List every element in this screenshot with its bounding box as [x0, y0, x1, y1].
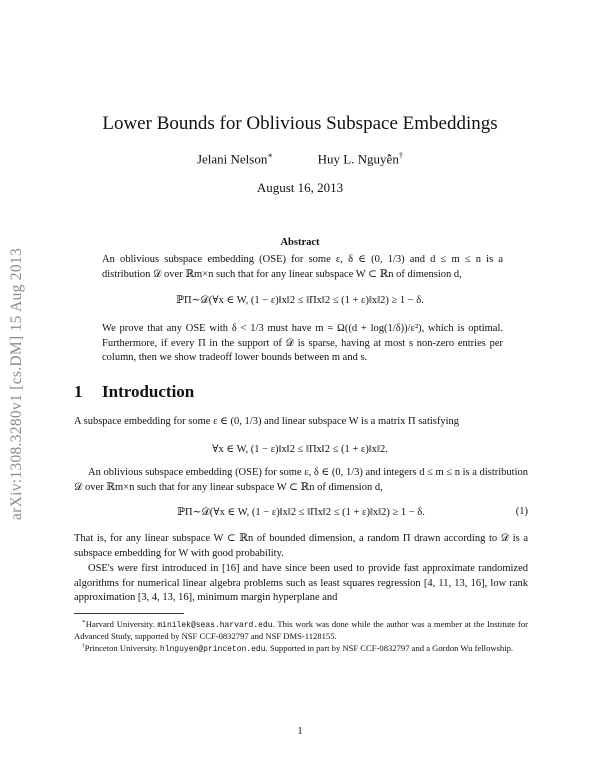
- abstract-heading: Abstract: [280, 237, 320, 248]
- author-footnote-mark: ∗: [267, 150, 274, 160]
- body-paragraph: An oblivious subspace embedding (OSE) for some ε, δ ∈ (0, 1/3) and integers d ≤ m ≤ n is a distribution 𝒟 over ℝm×n such that for any linear subspace W ⊂ ℝn of dimension d,: [74, 467, 528, 493]
- footnote-text: Princeton University.: [84, 642, 160, 653]
- page-number: 1: [297, 726, 303, 737]
- paper-date: August 16, 2013: [256, 180, 344, 195]
- body-paragraph: That is, for any linear subspace W ⊂ ℝn of bounded dimension, a random Π drawn according to 𝒟 is a subspace embedding for W with good probability.: [74, 533, 528, 559]
- author-footnote-mark: †: [398, 150, 404, 160]
- author-email[interactable]: minilek@seas.harvard.edu: [157, 620, 273, 630]
- ose-equation: [74, 506, 528, 519]
- footnote-harvard: [74, 617, 528, 643]
- arxiv-identifier: arXiv:1308.3280v1 [cs.DM] 15 Aug 2013: [8, 248, 25, 520]
- footnote-text: . This work was done while the author was a member at the Institute for Advanced Study, supported by NSF CCF-0832797 and NSF DMS-1128155.: [74, 618, 528, 642]
- footnote-mark: †: [82, 643, 85, 649]
- author-name: Jelani Nelson: [196, 151, 268, 167]
- section-number: 1: [74, 382, 83, 401]
- footnote-text: Harvard University.: [85, 618, 158, 629]
- abstract-paragraph: We prove that any OSE with δ < 1/3 must have m = Ω((d + log(1/δ))/ε²), which is optimal. Furthermore, if every Π in the support of 𝒟 is sparse, having at most s non-zero entries per column, then we show tradeoff lower bounds between m and s.: [102, 323, 503, 364]
- footnote-mark: ∗: [82, 619, 86, 625]
- section-heading: [74, 382, 194, 402]
- author-email[interactable]: hlnguyen@princeton.edu: [159, 644, 266, 654]
- author-list: [0, 150, 600, 167]
- footnote-divider: [74, 613, 184, 614]
- abstract-equation: ℙΠ∼𝒟(∀x ∈ W, (1 − ε)‖x‖2 ≤ ‖Πx‖2 ≤ (1 + ε)‖x‖2) ≥ 1 − δ.: [176, 295, 424, 306]
- abstract-paragraph: An oblivious subspace embedding (OSE) for some ε, δ ∈ (0, 1/3) and d ≤ m ≤ n is a distribution 𝒟 over ℝm×n such that for any linear subspace W ⊂ ℝn of dimension d,: [102, 254, 503, 280]
- equation-number: (1): [515, 506, 528, 517]
- footnote-text: . Supported in part by NSF CCF-0832797 and a Gordon Wu fellowship.: [265, 642, 514, 653]
- section-title: Introduction: [102, 382, 195, 401]
- author-name: Huy L. Nguyễn: [317, 151, 399, 167]
- paper-title: Lower Bounds for Oblivious Subspace Embeddings: [102, 113, 498, 134]
- footnote-princeton: [74, 641, 528, 655]
- subspace-embedding-equation: ∀x ∈ W, (1 − ε)‖x‖2 ≤ ‖Πx‖2 ≤ (1 + ε)‖x‖2.: [212, 444, 388, 455]
- body-paragraph: A subspace embedding for some ε ∈ (0, 1/3) and linear subspace W is a matrix Π satisfying: [74, 416, 460, 427]
- body-paragraph: OSE's were first introduced in [16] and have since been used to provide fast approximate randomized algorithms for numerical linear algebra problems such as least squares regression [4, 11, 13, 16], low rank approximation [3, 4, 13, 16], minimum margin hyperplane and: [74, 563, 528, 604]
- ose-equation-body: ℙΠ∼𝒟(∀x ∈ W, (1 − ε)‖x‖2 ≤ ‖Πx‖2 ≤ (1 + ε)‖x‖2) ≥ 1 − δ.: [177, 507, 425, 518]
